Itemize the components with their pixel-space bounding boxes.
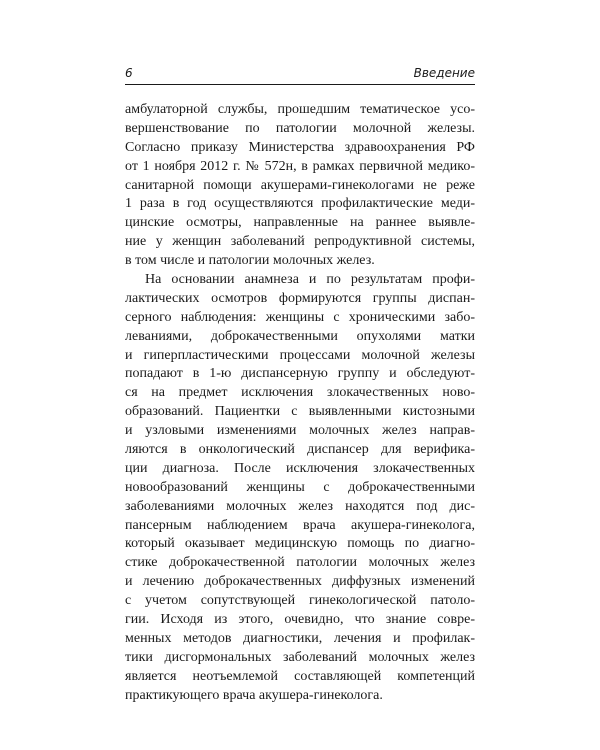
text-line: гии. Исходя из этого, очевидно, что знание совре- — [125, 612, 475, 628]
section-title: Введение — [413, 66, 475, 80]
running-header — [125, 64, 475, 84]
text-line: и лечению доброкачественных диффузных изменений — [125, 574, 475, 590]
text-line: попадают в 1-ю диспансерную группу и обследуют- — [125, 366, 475, 382]
text-line: и узловыми изменениями молочных желез направ- — [125, 423, 475, 439]
text-line: вершенствование по патологии молочной железы. — [125, 120, 475, 136]
text-line: новообразований женщины с доброкачественными — [125, 479, 475, 495]
text-line: тики дисгормональных заболеваний молочных желез — [125, 649, 475, 665]
text-line: 1 раза в год осуществляются профилактические меди- — [125, 196, 475, 212]
text-line: На основании анамнеза и по результатам профи- — [145, 272, 475, 288]
header-rule — [125, 84, 475, 85]
text-line: ляются в онкологический диспансер для верифика- — [125, 442, 475, 458]
text-line: ние у женщин заболеваний репродуктивной системы, — [125, 234, 475, 250]
body-text — [125, 101, 475, 706]
text-line: Согласно приказу Министерства здравоохранения РФ — [125, 139, 475, 155]
text-line: амбулаторной службы, прошедшим тематическое усо- — [125, 102, 475, 117]
text-line: цинские осмотры, направленные на раннее выявле- — [125, 215, 475, 231]
text-line: заболеваниями молочных желез находятся под дис- — [125, 498, 475, 514]
page-number: 6 — [125, 66, 133, 80]
text-line: является неотъемлемой составляющей компетенций — [125, 668, 475, 684]
text-line: от 1 ноября 2012 г. № 572н, в рамках первичной медико- — [125, 158, 475, 174]
text-line: практикующего врача акушера-гинеколога. — [125, 687, 383, 703]
text-line: образований. Пациентки с выявленными кистозными — [125, 404, 475, 420]
text-line: лактических осмотров формируются группы диспан- — [125, 290, 475, 306]
text-line: леваниями, доброкачественными опухолями матки — [125, 328, 475, 344]
text-line: в том числе и патологии молочных желез. — [125, 253, 375, 269]
text-line: пансерным наблюдением врача акушера-гинеколога, — [125, 517, 475, 533]
text-line: менных методов диагностики, лечения и профилак- — [125, 630, 475, 646]
text-line: который оказывает медицинскую помощь по диагно- — [125, 536, 475, 552]
text-line: с учетом сопутствующей гинекологической патоло- — [125, 593, 475, 609]
text-line: ции диагноза. После исключения злокачественных — [125, 460, 475, 476]
text-line: серного наблюдения: женщины с хроническими забо- — [125, 309, 475, 325]
text-line: стике доброкачественной патологии молочных желез — [125, 555, 475, 571]
text-line: и гиперпластическими процессами молочной железы — [125, 347, 475, 363]
text-line: ся на предмет исключения злокачественных ново- — [125, 385, 475, 401]
text-line: санитарной помощи акушерами-гинекологами не реже — [125, 177, 475, 193]
